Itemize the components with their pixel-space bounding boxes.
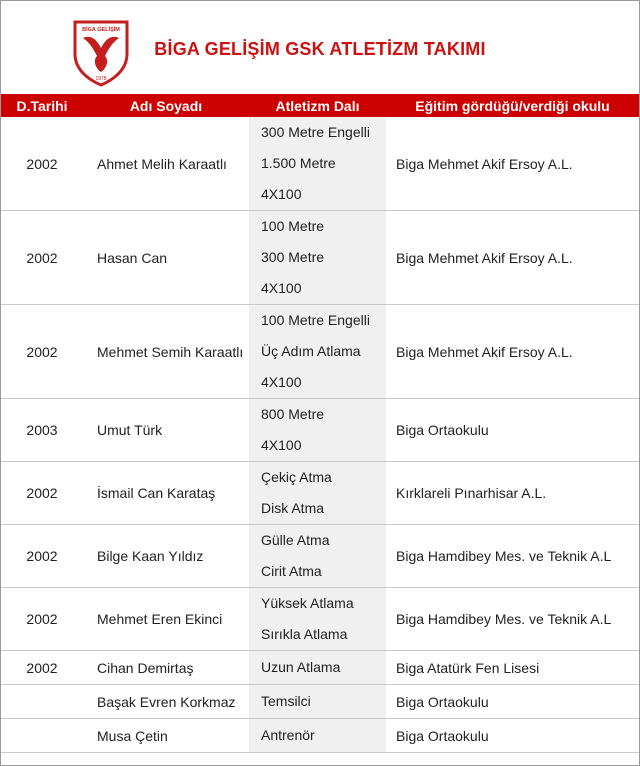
event-cell xyxy=(249,305,386,399)
column-header-school: Eğitim gördüğü/verdiği okulu xyxy=(386,94,639,117)
event-item: Sırıkla Atlama xyxy=(261,626,348,642)
column-header-event: Atletizm Dalı xyxy=(249,94,386,117)
athlete-name-cell: Mehmet Eren Ekinci xyxy=(83,588,249,651)
table-row xyxy=(1,651,639,685)
table-row xyxy=(1,117,639,211)
birth-year-cell: 2002 xyxy=(1,117,83,211)
birth-year-cell: 2002 xyxy=(1,651,83,685)
event-item: 4X100 xyxy=(261,186,302,202)
column-header-name: Adı Soyadı xyxy=(83,94,249,117)
event-cell xyxy=(249,399,386,462)
page-title: BİGA GELİŞİM GSK ATLETİZM TAKIMI xyxy=(154,39,486,59)
birth-year-cell: 2002 xyxy=(1,211,83,305)
event-item: Antrenör xyxy=(261,727,315,743)
school-cell: Biga Ortaokulu xyxy=(386,685,639,719)
header xyxy=(1,1,639,93)
school-cell: Biga Mehmet Akif Ersoy A.L. xyxy=(386,305,639,399)
column-header-birth-year: D.Tarihi xyxy=(1,94,83,117)
event-item: 4X100 xyxy=(261,437,302,453)
table-row xyxy=(1,588,639,651)
school-cell: Biga Mehmet Akif Ersoy A.L. xyxy=(386,211,639,305)
event-item: Uzun Atlama xyxy=(261,659,341,675)
event-item: Cirit Atma xyxy=(261,563,322,579)
school-cell: Kırklareli Pınarhisar A.L. xyxy=(386,462,639,525)
table-row xyxy=(1,305,639,399)
birth-year-cell: 2003 xyxy=(1,399,83,462)
event-item: Gülle Atma xyxy=(261,532,330,548)
table-row xyxy=(1,462,639,525)
school-cell: Biga Mehmet Akif Ersoy A.L. xyxy=(386,117,639,211)
event-cell xyxy=(249,117,386,211)
event-item: Disk Atma xyxy=(261,500,325,516)
event-cell xyxy=(249,588,386,651)
event-cell xyxy=(249,211,386,305)
event-item: 100 Metre Engelli xyxy=(261,312,370,328)
athlete-name-cell: Mehmet Semih Karaatlı xyxy=(83,305,249,399)
table-row xyxy=(1,719,639,753)
athlete-name-cell: Başak Evren Korkmaz xyxy=(83,685,249,719)
school-cell: Biga Ortaokulu xyxy=(386,719,639,753)
event-item: 800 Metre xyxy=(261,406,325,422)
school-cell: Biga Atatürk Fen Lisesi xyxy=(386,651,639,685)
event-cell xyxy=(249,651,386,685)
table-row xyxy=(1,525,639,588)
birth-year-cell xyxy=(1,719,83,753)
table-row xyxy=(1,685,639,719)
event-item: 1.500 Metre xyxy=(261,155,336,171)
athlete-name-cell: Musa Çetin xyxy=(83,719,249,753)
event-item: 300 Metre Engelli xyxy=(261,124,370,140)
event-item: 4X100 xyxy=(261,280,302,296)
birth-year-cell: 2002 xyxy=(1,305,83,399)
event-item: 300 Metre xyxy=(261,249,325,265)
event-item: 100 Metre xyxy=(261,218,325,234)
event-cell xyxy=(249,685,386,719)
event-cell xyxy=(249,719,386,753)
school-cell: Biga Hamdibey Mes. ve Teknik A.L xyxy=(386,525,639,588)
birth-year-cell: 2002 xyxy=(1,588,83,651)
athlete-name-cell: Hasan Can xyxy=(83,211,249,305)
table-row xyxy=(1,211,639,305)
table-row xyxy=(1,399,639,462)
athlete-name-cell: Umut Türk xyxy=(83,399,249,462)
school-cell: Biga Ortaokulu xyxy=(386,399,639,462)
athletes-table xyxy=(1,94,639,753)
birth-year-cell: 2002 xyxy=(1,525,83,588)
event-item: 4X100 xyxy=(261,374,302,390)
svg-text:BİGA GELİŞİM: BİGA GELİŞİM xyxy=(82,27,120,33)
table-header-row xyxy=(1,94,639,117)
event-cell xyxy=(249,525,386,588)
event-item: Üç Adım Atlama xyxy=(261,343,361,359)
school-cell: Biga Hamdibey Mes. ve Teknik A.L xyxy=(386,588,639,651)
athlete-name-cell: İsmail Can Karataş xyxy=(83,462,249,525)
event-item: Çekiç Atma xyxy=(261,469,332,485)
svg-text:1978: 1978 xyxy=(95,76,107,82)
table-body xyxy=(1,117,639,753)
birth-year-cell: 2002 xyxy=(1,462,83,525)
athlete-name-cell: Cihan Demirtaş xyxy=(83,651,249,685)
athlete-name-cell: Ahmet Melih Karaatlı xyxy=(83,117,249,211)
event-cell xyxy=(249,462,386,525)
athlete-name-cell: Bilge Kaan Yıldız xyxy=(83,525,249,588)
birth-year-cell xyxy=(1,685,83,719)
event-item: Temsilci xyxy=(261,693,311,709)
event-item: Yüksek Atlama xyxy=(261,595,354,611)
